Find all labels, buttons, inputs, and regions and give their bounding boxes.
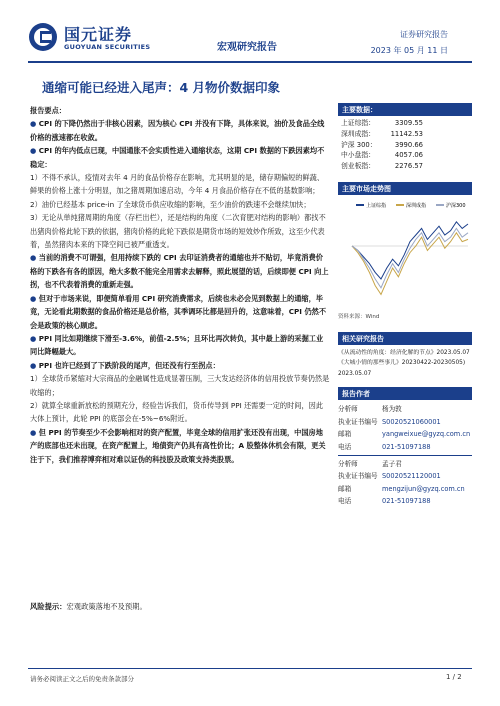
bullet-icon: ● xyxy=(30,253,39,263)
sidebar xyxy=(338,103,472,508)
analyst-tel: 021-51097188 xyxy=(382,497,431,506)
summary-item-text: CPI 的年内低点已现，中国通胀不会实质性进入通缩状态，这期 CPI 数据的下跌因素均不稳定： xyxy=(30,146,325,169)
summary-item xyxy=(30,332,330,359)
analyst-row xyxy=(338,428,472,440)
analyst-name: 杨为敦 xyxy=(382,405,402,414)
summary-item-text: 但对于市场来说，即便简单看用 CPI 研究消费需求，后续也未必会见到数据上的通缩，毕竟，无论看此期数据的食品价格还是总价格，其季调环比都是回升的，这意味着，CPI 仍然不会是政策的核心顾虑。 xyxy=(30,293,327,330)
summary-item xyxy=(30,251,330,291)
chart-source: 资料来源：Wind xyxy=(338,313,380,320)
summary-item-text: 1）不得不承认，疫情对去年 4 月的食品价格存在影响，尤其明显的是，储存期偏短的鲜蔬、鲜果的价格上涨十分明显，加之猪周期加速启动，今年 4 月食品价格存在不低的基数影响； xyxy=(30,173,325,196)
index-name: 中小盘指： xyxy=(341,151,375,160)
analysts-title: 报告作者 xyxy=(338,387,472,400)
summary-item-text: 1）全球货币紧缩对大宗商品的金融属性造成显著压制，三大发达经济体的信用投放节奏仍然是收缩的； xyxy=(30,374,330,397)
brand-name-en: GUOYUAN SECURITIES xyxy=(64,43,151,51)
analyst-row xyxy=(338,483,472,495)
analyst-email[interactable]: yangweixue@gyzq.com.cn xyxy=(382,430,471,439)
bullet-icon: ● xyxy=(30,427,39,437)
analyst-email[interactable]: mengzijun@gyzq.com.cn xyxy=(382,484,465,493)
summary-item xyxy=(30,198,330,211)
bullet-icon: ● xyxy=(30,146,39,156)
market-trend-chart xyxy=(338,199,472,311)
report-type: 宏观研究报告 xyxy=(217,42,277,53)
analyst-row xyxy=(338,458,472,470)
analyst-field-label: 执业证书编号 xyxy=(338,417,378,426)
bullet-icon: ● xyxy=(30,119,39,129)
main-data-list xyxy=(338,118,472,172)
summary-item xyxy=(30,292,330,332)
main-data-row xyxy=(338,150,472,161)
related-report-link[interactable]: 《从流动性的角度：经济化解的节点》2023.05.07 xyxy=(338,349,470,356)
page-header xyxy=(0,0,500,62)
summary-item-text: CPI 的下降仍然出于非核心因素，因为核心 CPI 并没有下降，具体来说，油价及食品全线价格的涨速都在收敛。 xyxy=(30,119,325,142)
summary-item-text: 当前的消费不可谓强，但用持续下跌的 CPI 去印证消费者的通缩也并不贴切，毕竟消费价格的下跌各有各的原因，绝大多数不能完全用需求去解释，照此展望的话，后续即便 CPI 向上拐，也不代表着消费的重新走强。 xyxy=(30,253,329,290)
index-name: 深圳成指： xyxy=(341,129,375,138)
analyst-tel: 021-51097188 xyxy=(382,442,431,451)
summary-item xyxy=(30,171,330,198)
main-data-title: 主要数据： xyxy=(338,103,472,116)
index-name: 上证综指： xyxy=(341,119,375,127)
analyst-field-label: 电话 xyxy=(338,497,352,506)
index-value: 3309.55 xyxy=(394,119,423,127)
index-value: 4057.06 xyxy=(394,151,423,160)
footer-divider xyxy=(28,668,472,669)
index-value: 2276.57 xyxy=(394,162,423,171)
bullet-icon: ● xyxy=(30,293,39,303)
index-name: 创业板指： xyxy=(341,162,375,171)
analyst-field-label: 邮箱 xyxy=(338,430,352,439)
bullet-icon: ● xyxy=(30,333,39,343)
report-title: 通缩可能已经进入尾声：4 月物价数据印象 xyxy=(42,80,281,95)
summary-item xyxy=(30,117,330,144)
summary-item xyxy=(30,372,330,399)
analyst-row xyxy=(338,403,472,415)
brand-name-cn: 国元证券 xyxy=(64,25,133,44)
trend-title: 主要市场走势图 xyxy=(338,182,472,195)
main-data-row xyxy=(338,161,472,172)
summary-label: 报告要点： xyxy=(30,106,66,115)
analyst-name: 孟子君 xyxy=(382,460,402,469)
market-trend-svg xyxy=(338,199,472,311)
analyst-row xyxy=(338,441,472,453)
summary-item-text: 但 PPI 的节奏至少不会影响相对的资产配置，毕竟全球的信用扩张还没有出现，中国房地产的底部也还未出现，在资产配置上，地债资产仍具有高性价比；A 股整体休机会有限，更关注于下，我们推荐博弈相对难以证伪的科技股及政策支持类股票。 xyxy=(30,427,326,464)
analyst-field-label: 电话 xyxy=(338,442,352,451)
analyst-field-label: 执业证书编号 xyxy=(338,472,378,481)
summary-item-text: 3）无论从単纯猪周期的角度（存栏出栏），还是结构的角度（二次育肥对结构的影响）都找不出猪肉价格此轮下跌的依据，猪肉价格的此轮下跌似是期货市场的短效炒作所致，这至少代表着，虽然猪肉本来的下降空间已被严重透支。 xyxy=(30,213,326,250)
analyst-field-label: 邮箱 xyxy=(338,484,352,493)
index-value: 3990.66 xyxy=(394,140,423,149)
report-category: 证券研究报告 xyxy=(400,30,448,39)
index-name: 沪深 300： xyxy=(341,140,377,149)
guoyuan-logo-icon xyxy=(28,22,58,52)
related-report-link[interactable]: 《大城小情的那些事儿》20230422-20230505) 2023.05.07 xyxy=(338,360,466,377)
analyst-field-label: 分析师 xyxy=(338,460,358,469)
main-data-row xyxy=(338,129,472,140)
analyst-field-label: 分析师 xyxy=(338,405,358,414)
risk-text: 宏观政策落地不及预期。 xyxy=(66,602,147,611)
summary-item-text: PPI 也许已经到了下跌阶段的尾声，但还没有行至拐点： xyxy=(38,360,220,370)
legend-label: 沪深300 xyxy=(446,202,466,209)
analyst-divider xyxy=(338,455,472,456)
analysts-list xyxy=(338,403,472,507)
analyst-row xyxy=(338,416,472,428)
summary-item xyxy=(30,359,330,372)
summary-item-text: PPI 同比如期继续下滑至-3.6%，前值-2.5%；且环比再次转负，其中最上游的采掘工业同比降幅最大。 xyxy=(30,333,324,357)
report-date: 2023 年 05 月 11 日 xyxy=(370,46,448,55)
legend-label: 上证综指 xyxy=(366,202,387,209)
series-line xyxy=(352,222,468,279)
summary-item xyxy=(30,426,330,466)
risk-label: 风险提示： xyxy=(30,602,67,611)
main-data-row xyxy=(338,140,472,151)
analyst-license: S0020521060001 xyxy=(382,417,441,426)
summary-list xyxy=(30,117,330,466)
main-data-row xyxy=(338,118,472,129)
related-list xyxy=(338,348,472,380)
summary-item xyxy=(30,211,330,251)
legend-label: 深圳成指 xyxy=(406,202,427,209)
index-value: 11142.53 xyxy=(390,129,423,138)
analyst-license: S0020521120001 xyxy=(382,472,441,481)
summary-item xyxy=(30,144,330,171)
header-divider xyxy=(28,61,472,63)
footer-disclaimer: 请务必阅读正文之后的免责条款部分 xyxy=(30,675,134,683)
analyst-row xyxy=(338,470,472,482)
summary-section xyxy=(30,104,330,466)
bullet-icon: ● xyxy=(30,360,39,370)
page-number: 1 / 2 xyxy=(446,673,462,681)
summary-item xyxy=(30,399,330,426)
summary-item-text: 2）就算全球重新放松的预期充分，经验告诉我们，货币传导到 PPI 还需要一定的时间，因此大体上预计，此轮 PPI 的底部会在-5%~6%附近。 xyxy=(30,400,324,424)
related-title: 相关研究报告 xyxy=(338,332,472,345)
risk-note xyxy=(30,602,147,612)
analyst-row xyxy=(338,495,472,507)
summary-item-text: 2）油价已经基本 price-in 了全球货币供应收缩的影响，至少油价的跌速不会继续加快； xyxy=(30,199,311,209)
series-line xyxy=(352,228,468,287)
